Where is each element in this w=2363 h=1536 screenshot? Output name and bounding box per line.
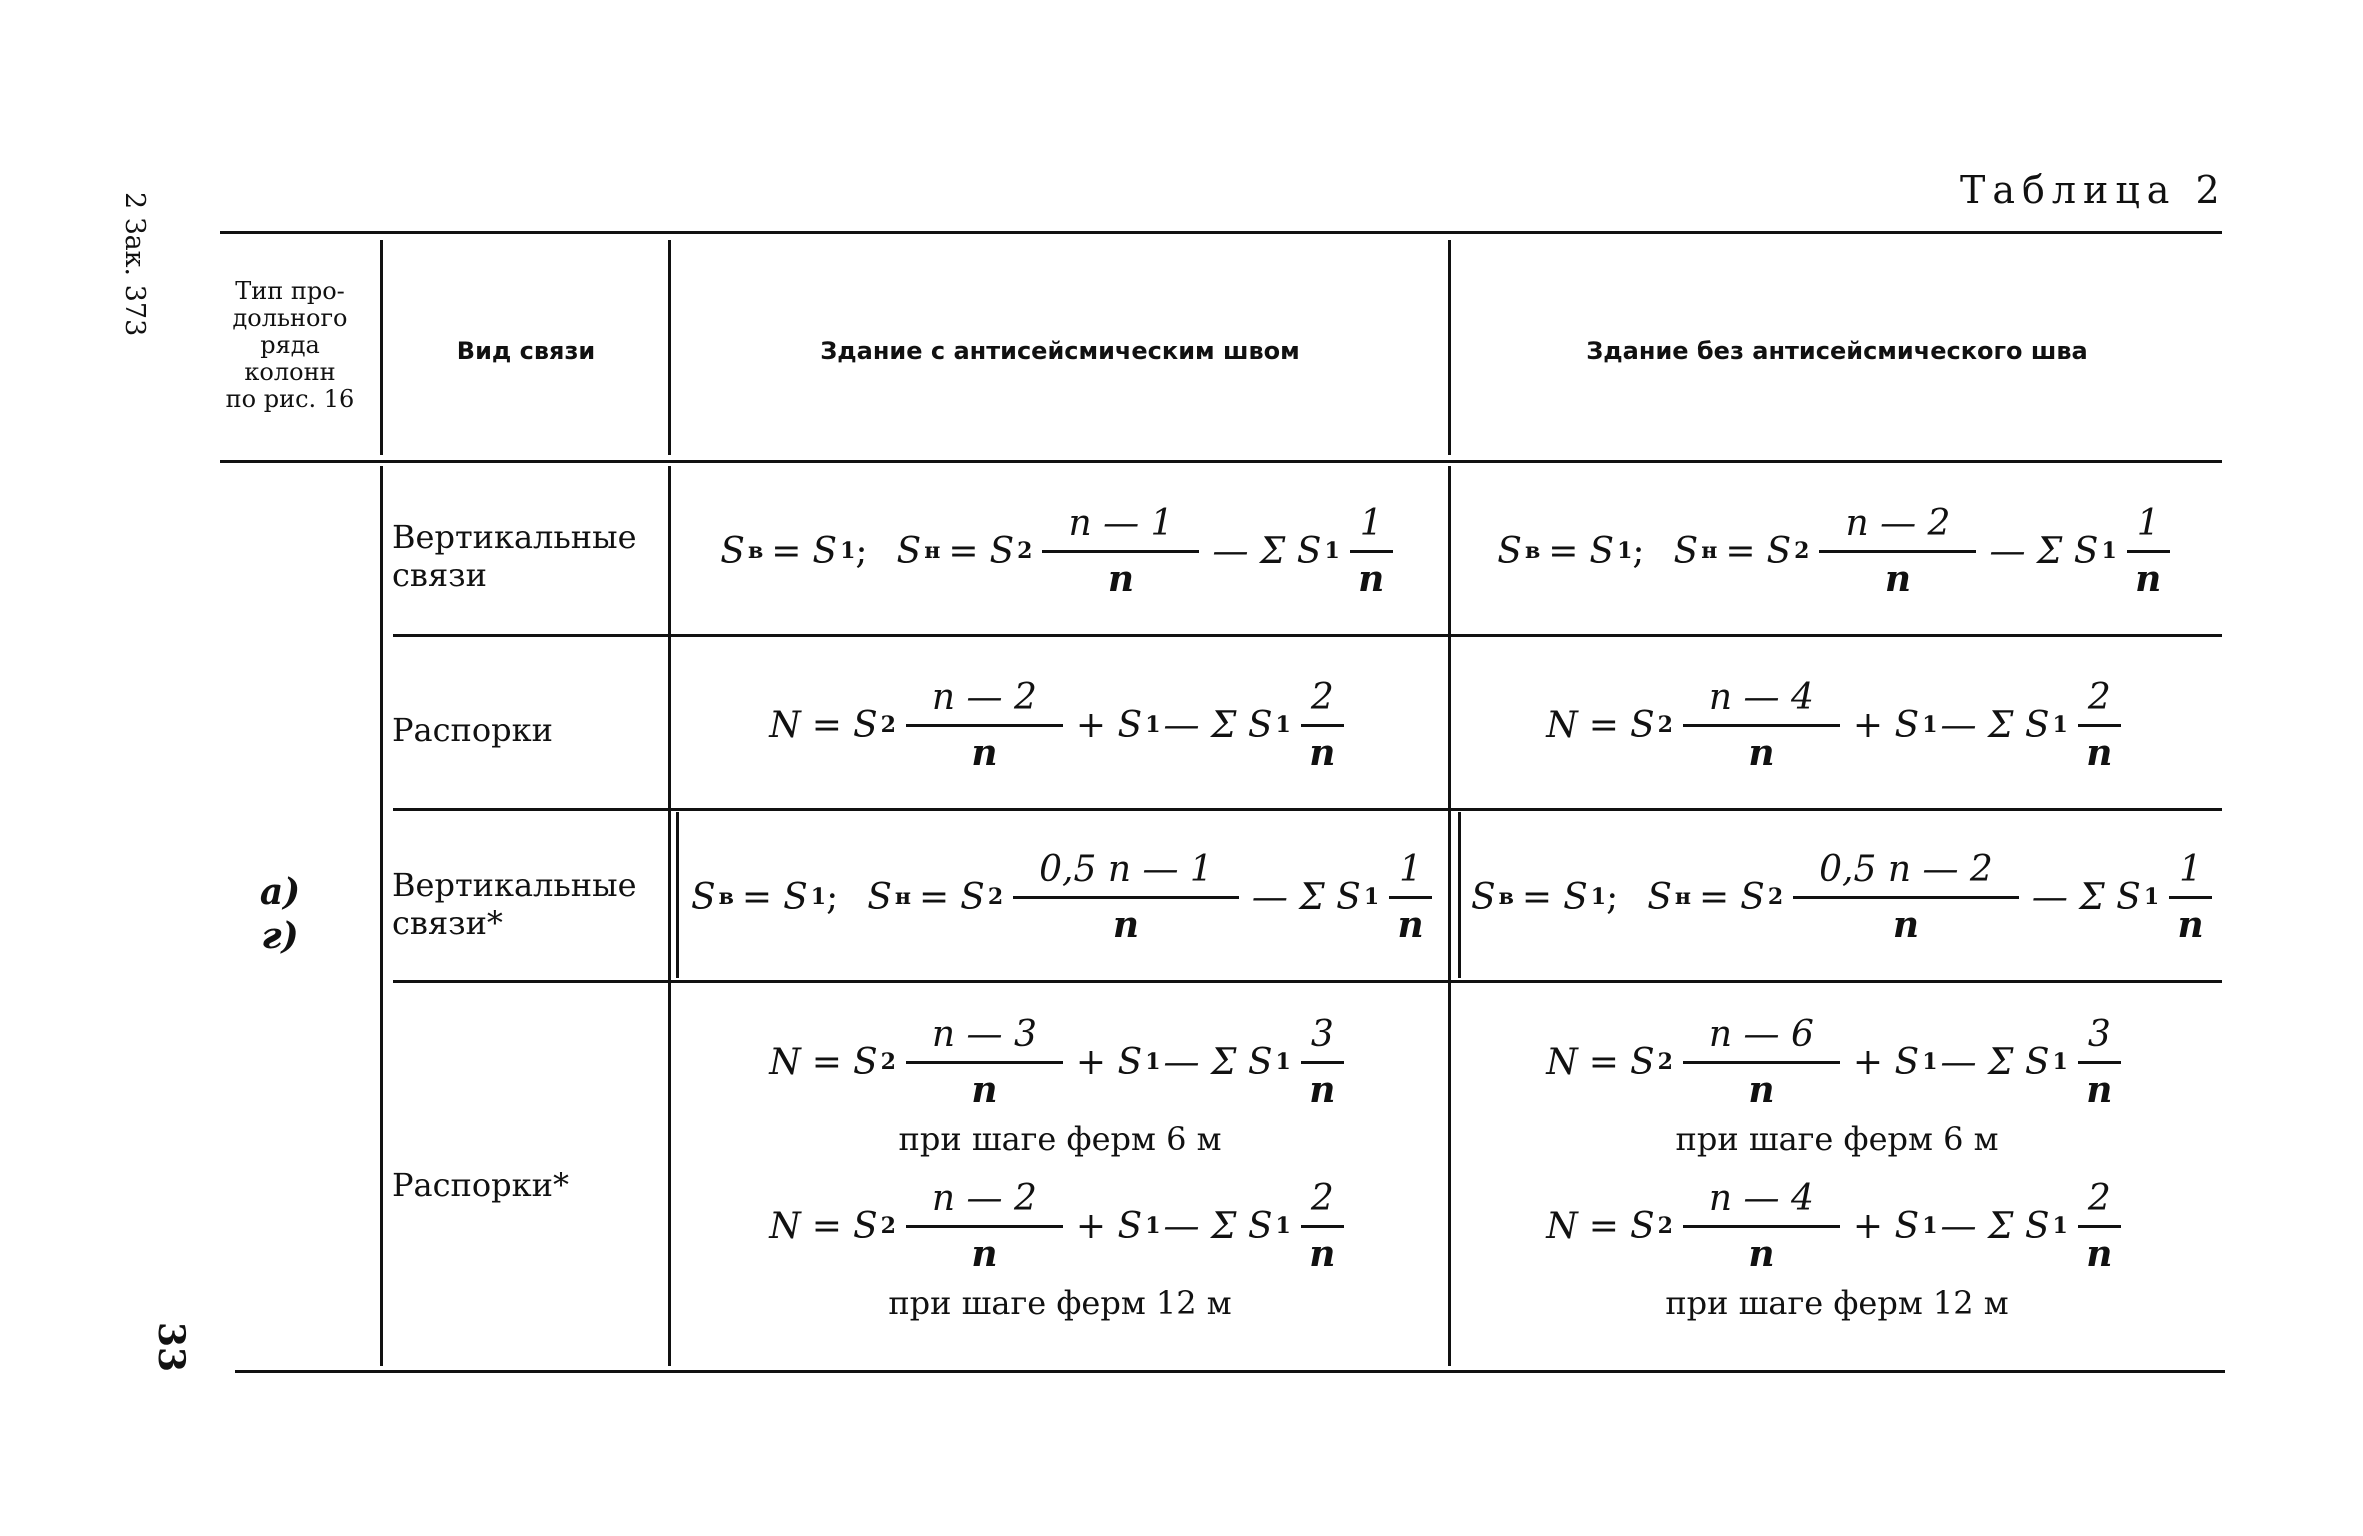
formula-row2-with-joint: [672, 660, 1448, 790]
formula-subscript: 1: [1275, 1213, 1291, 1239]
formula-fraction: [1819, 504, 1976, 599]
fraction-denominator: n: [1309, 731, 1336, 774]
formula-subscript: 2: [1657, 712, 1673, 738]
fraction-denominator: n: [2086, 1068, 2113, 1111]
formula-term: S: [1629, 1205, 1655, 1247]
formula-separator: ;: [826, 876, 839, 918]
formula-term: S: [989, 530, 1015, 572]
note-row4-with-joint-6m: при шаге ферм 6 м: [898, 1120, 1222, 1158]
formula-equals: =: [771, 530, 802, 572]
formula-subscript: 1: [840, 538, 856, 564]
formula-sum-term: — Σ S: [1940, 1205, 2050, 1247]
col-divider-2: [668, 240, 671, 455]
col-divider-3b: [1458, 812, 1461, 978]
formula-subscript: 1: [1145, 1049, 1161, 1075]
formula-equals: =: [741, 876, 773, 918]
fraction-numerator: 1: [2127, 504, 2170, 553]
formula-equals: =: [1588, 704, 1619, 746]
row-label-struts: [392, 711, 553, 749]
formula-sum-term: — Σ S: [1212, 530, 1322, 572]
fraction-numerator: n — 2: [906, 678, 1063, 727]
formula-term: S: [720, 530, 745, 572]
formula-plus-term: + S: [1852, 704, 1920, 746]
table-top-rule: [220, 231, 2222, 234]
formula-subscript: 1: [2052, 1213, 2068, 1239]
formula-equals: =: [948, 530, 979, 572]
formula-fraction: [2078, 1179, 2121, 1274]
formula-subscript: н: [894, 884, 911, 910]
print-order-number: 2 Зак. 373: [119, 192, 150, 337]
fraction-numerator: n — 6: [1683, 1015, 1840, 1064]
fraction-numerator: n — 3: [906, 1015, 1063, 1064]
formula-equals: =: [1548, 530, 1579, 572]
formula-equals: =: [918, 876, 950, 918]
formula-sum-term: — Σ S: [1163, 1205, 1273, 1247]
fraction-denominator: n: [2086, 1232, 2113, 1275]
formula-subscript: 2: [1017, 538, 1033, 564]
formula-fraction: [2127, 504, 2170, 599]
formula-subscript: в: [1498, 884, 1514, 910]
formula-term: S: [1629, 1041, 1655, 1083]
formula-fraction: [1013, 850, 1239, 945]
formula-subscript: 1: [1922, 1049, 1938, 1075]
row-label-struts-star: [392, 1166, 569, 1204]
header-type-line: Тип про-: [235, 277, 345, 305]
formula-subscript: 2: [1767, 884, 1784, 910]
formula-subscript: 2: [880, 712, 896, 738]
formula-row1-with-joint: [672, 486, 1448, 616]
fraction-numerator: n — 4: [1683, 1179, 1840, 1228]
formula-term: S: [812, 530, 838, 572]
formula-term: S: [867, 876, 892, 918]
formula-fraction: [1389, 850, 1432, 945]
fraction-numerator: 0,5 n — 2: [1793, 850, 2019, 899]
formula-term: S: [896, 530, 922, 572]
formula-sum-term: — Σ S: [1940, 704, 2050, 746]
fraction-denominator: n: [2135, 557, 2162, 600]
row-label-line: связи: [392, 556, 487, 594]
formula-subscript: 2: [1794, 538, 1810, 564]
row-label-line: Распорки*: [392, 1166, 569, 1204]
table-title: Таблица 2: [1960, 168, 2227, 212]
formula-fraction: [906, 1015, 1063, 1110]
fraction-denominator: n: [1748, 1232, 1775, 1275]
fraction-numerator: 3: [2078, 1015, 2121, 1064]
col-divider-1: [380, 240, 383, 455]
formula-fraction: [1042, 504, 1199, 599]
fraction-denominator: n: [1309, 1232, 1336, 1275]
fraction-numerator: 2: [1301, 1179, 1344, 1228]
formula-sum-term: — Σ S: [1163, 704, 1273, 746]
header-with-joint: Здание с антисейсмическим швом: [820, 337, 1300, 365]
formula-term: N: [769, 1205, 801, 1247]
fraction-denominator: n: [1397, 903, 1424, 946]
formula-plus-term: + S: [1852, 1041, 1920, 1083]
formula-subscript: 1: [1324, 538, 1340, 564]
fraction-denominator: n: [971, 731, 998, 774]
fraction-denominator: n: [1107, 557, 1135, 600]
formula-fraction: [1301, 678, 1344, 773]
formula-subscript: н: [1674, 884, 1691, 910]
formula-fraction: [906, 1179, 1063, 1274]
fraction-denominator: n: [1892, 903, 1920, 946]
formula-plus-term: + S: [1075, 704, 1143, 746]
formula-term: N: [1546, 704, 1578, 746]
formula-subscript: 1: [1922, 1213, 1938, 1239]
note-row4-without-joint-12m: при шаге ферм 12 м: [1665, 1284, 2009, 1322]
formula-term: S: [1766, 530, 1792, 572]
formula-plus-term: + S: [1852, 1205, 1920, 1247]
fraction-denominator: n: [1748, 731, 1775, 774]
formula-term: S: [1673, 530, 1699, 572]
formula-term: N: [769, 1041, 801, 1083]
formula-term: S: [1497, 530, 1522, 572]
formula-term: S: [783, 876, 808, 918]
formula-fraction: [2078, 678, 2121, 773]
col-divider-2-body: [668, 466, 671, 1366]
formula-row4-with-joint-12m: [672, 1166, 1448, 1286]
formula-term: S: [960, 876, 985, 918]
header-type-line: колонн: [244, 358, 336, 386]
formula-equals: =: [1725, 530, 1756, 572]
formula-term: S: [1647, 876, 1672, 918]
fraction-denominator: n: [1112, 903, 1140, 946]
formula-subscript: 1: [1275, 1049, 1291, 1075]
formula-equals: =: [811, 1205, 842, 1247]
fraction-denominator: n: [971, 1068, 998, 1111]
variant-label: [258, 870, 302, 958]
formula-subscript: 1: [1590, 884, 1607, 910]
formula-subscript: н: [1701, 538, 1718, 564]
formula-subscript: 1: [1145, 712, 1161, 738]
formula-separator: ;: [855, 530, 868, 572]
formula-subscript: 1: [2052, 1049, 2068, 1075]
formula-row4-without-joint-12m: [1452, 1166, 2222, 1286]
formula-term: S: [1629, 704, 1655, 746]
formula-term: S: [1740, 876, 1765, 918]
formula-equals: =: [1588, 1205, 1619, 1247]
variant-g: г): [261, 915, 299, 957]
formula-term: S: [1589, 530, 1615, 572]
header-type-line: дольного: [232, 304, 348, 332]
fraction-denominator: n: [1884, 557, 1912, 600]
formula-subscript: 1: [2052, 712, 2068, 738]
note-row4-without-joint-6m: при шаге ферм 6 м: [1675, 1120, 1999, 1158]
fraction-numerator: 1: [2169, 850, 2212, 899]
fraction-denominator: n: [2086, 731, 2113, 774]
formula-separator: ;: [1632, 530, 1645, 572]
formula-fraction: [1301, 1179, 1344, 1274]
fraction-numerator: 1: [1389, 850, 1432, 899]
formula-subscript: 1: [1145, 1213, 1161, 1239]
formula-term: S: [1470, 876, 1496, 918]
formula-row4-with-joint-6m: [672, 1002, 1448, 1122]
formula-fraction: [1683, 1179, 1840, 1274]
formula-equals: =: [1521, 876, 1553, 918]
formula-subscript: 2: [1657, 1213, 1673, 1239]
formula-plus-term: + S: [1075, 1205, 1143, 1247]
formula-subscript: 1: [1617, 538, 1633, 564]
formula-fraction: [1301, 1015, 1344, 1110]
fraction-numerator: 3: [1301, 1015, 1344, 1064]
formula-sum-term: — Σ S: [1940, 1041, 2050, 1083]
formula-term: S: [852, 1041, 878, 1083]
fraction-numerator: n — 2: [906, 1179, 1063, 1228]
fraction-numerator: 2: [2078, 1179, 2121, 1228]
formula-plus-term: + S: [1075, 1041, 1143, 1083]
fraction-denominator: n: [2177, 903, 2204, 946]
fraction-numerator: 0,5 n — 1: [1013, 850, 1239, 899]
header-bottom-rule: [220, 460, 2222, 463]
formula-subscript: 1: [2143, 884, 2160, 910]
formula-subscript: н: [924, 538, 941, 564]
fraction-numerator: n — 4: [1683, 678, 1840, 727]
formula-subscript: 1: [810, 884, 827, 910]
formula-term: N: [1546, 1041, 1578, 1083]
formula-subscript: в: [718, 884, 734, 910]
fraction-numerator: n — 2: [1819, 504, 1976, 553]
formula-equals: =: [1588, 1041, 1619, 1083]
formula-term: S: [852, 704, 878, 746]
formula-subscript: в: [747, 538, 764, 564]
row-label-vertical-bracing: [392, 518, 637, 594]
formula-subscript: 2: [1657, 1049, 1673, 1075]
fraction-denominator: n: [1748, 1068, 1775, 1111]
formula-subscript: в: [1524, 538, 1541, 564]
row-label-line: Вертикальные: [392, 866, 637, 904]
formula-subscript: 1: [2101, 538, 2117, 564]
formula-sum-term: — Σ S: [1989, 530, 2099, 572]
formula-sum-term: — Σ S: [1251, 876, 1361, 918]
row-label-vertical-bracing-star: [392, 866, 637, 942]
formula-subscript: 1: [1363, 884, 1380, 910]
formula-term: N: [769, 704, 801, 746]
formula-subscript: 2: [880, 1049, 896, 1075]
row-label-line: связи*: [392, 904, 503, 942]
header-link-type: Вид связи: [456, 337, 596, 365]
fraction-numerator: n — 1: [1042, 504, 1199, 553]
fraction-numerator: 2: [2078, 678, 2121, 727]
header-type-line: по рис. 16: [225, 385, 355, 413]
fraction-numerator: 1: [1350, 504, 1393, 553]
fraction-denominator: n: [1309, 1068, 1336, 1111]
formula-term: S: [1563, 876, 1588, 918]
formula-row1-without-joint: [1452, 486, 2222, 616]
formula-term: S: [690, 876, 716, 918]
formula-subscript: 1: [1922, 712, 1938, 738]
formula-sum-term: — Σ S: [2031, 876, 2141, 918]
formula-row2-without-joint: [1452, 660, 2222, 790]
formula-separator: ;: [1606, 876, 1619, 918]
formula-row3-without-joint: [1462, 832, 2228, 962]
table-bottom-rule: [235, 1370, 2225, 1373]
formula-fraction: [1683, 1015, 1840, 1110]
formula-fraction: [1793, 850, 2019, 945]
header-without-joint: Здание без антисейсмического шва: [1586, 337, 2088, 365]
formula-sum-term: — Σ S: [1163, 1041, 1273, 1083]
header-type-line: ряда: [260, 331, 320, 359]
formula-fraction: [2169, 850, 2212, 945]
page-number: 33: [150, 1322, 192, 1373]
row-label-line: Вертикальные: [392, 518, 637, 556]
fraction-numerator: 2: [1301, 678, 1344, 727]
row-label-line: Распорки: [392, 711, 553, 749]
formula-term: N: [1546, 1205, 1578, 1247]
formula-equals: =: [811, 1041, 842, 1083]
formula-fraction: [2078, 1015, 2121, 1110]
formula-fraction: [1350, 504, 1393, 599]
formula-row4-without-joint-6m: [1452, 1002, 2222, 1122]
formula-term: S: [852, 1205, 878, 1247]
formula-fraction: [906, 678, 1063, 773]
formula-subscript: 2: [880, 1213, 896, 1239]
col-divider-2b: [676, 812, 679, 978]
formula-subscript: 1: [1275, 712, 1291, 738]
fraction-denominator: n: [1358, 557, 1385, 600]
formula-row3-with-joint: [680, 832, 1450, 962]
note-row4-with-joint-12m: при шаге ферм 12 м: [888, 1284, 1232, 1322]
formula-equals: =: [1698, 876, 1730, 918]
formula-equals: =: [811, 704, 842, 746]
header-column-type: [210, 278, 370, 413]
col-divider-1-body: [380, 466, 383, 1366]
fraction-denominator: n: [971, 1232, 998, 1275]
formula-fraction: [1683, 678, 1840, 773]
col-divider-3: [1448, 240, 1451, 455]
variant-a: а): [259, 871, 301, 913]
formula-subscript: 2: [987, 884, 1004, 910]
